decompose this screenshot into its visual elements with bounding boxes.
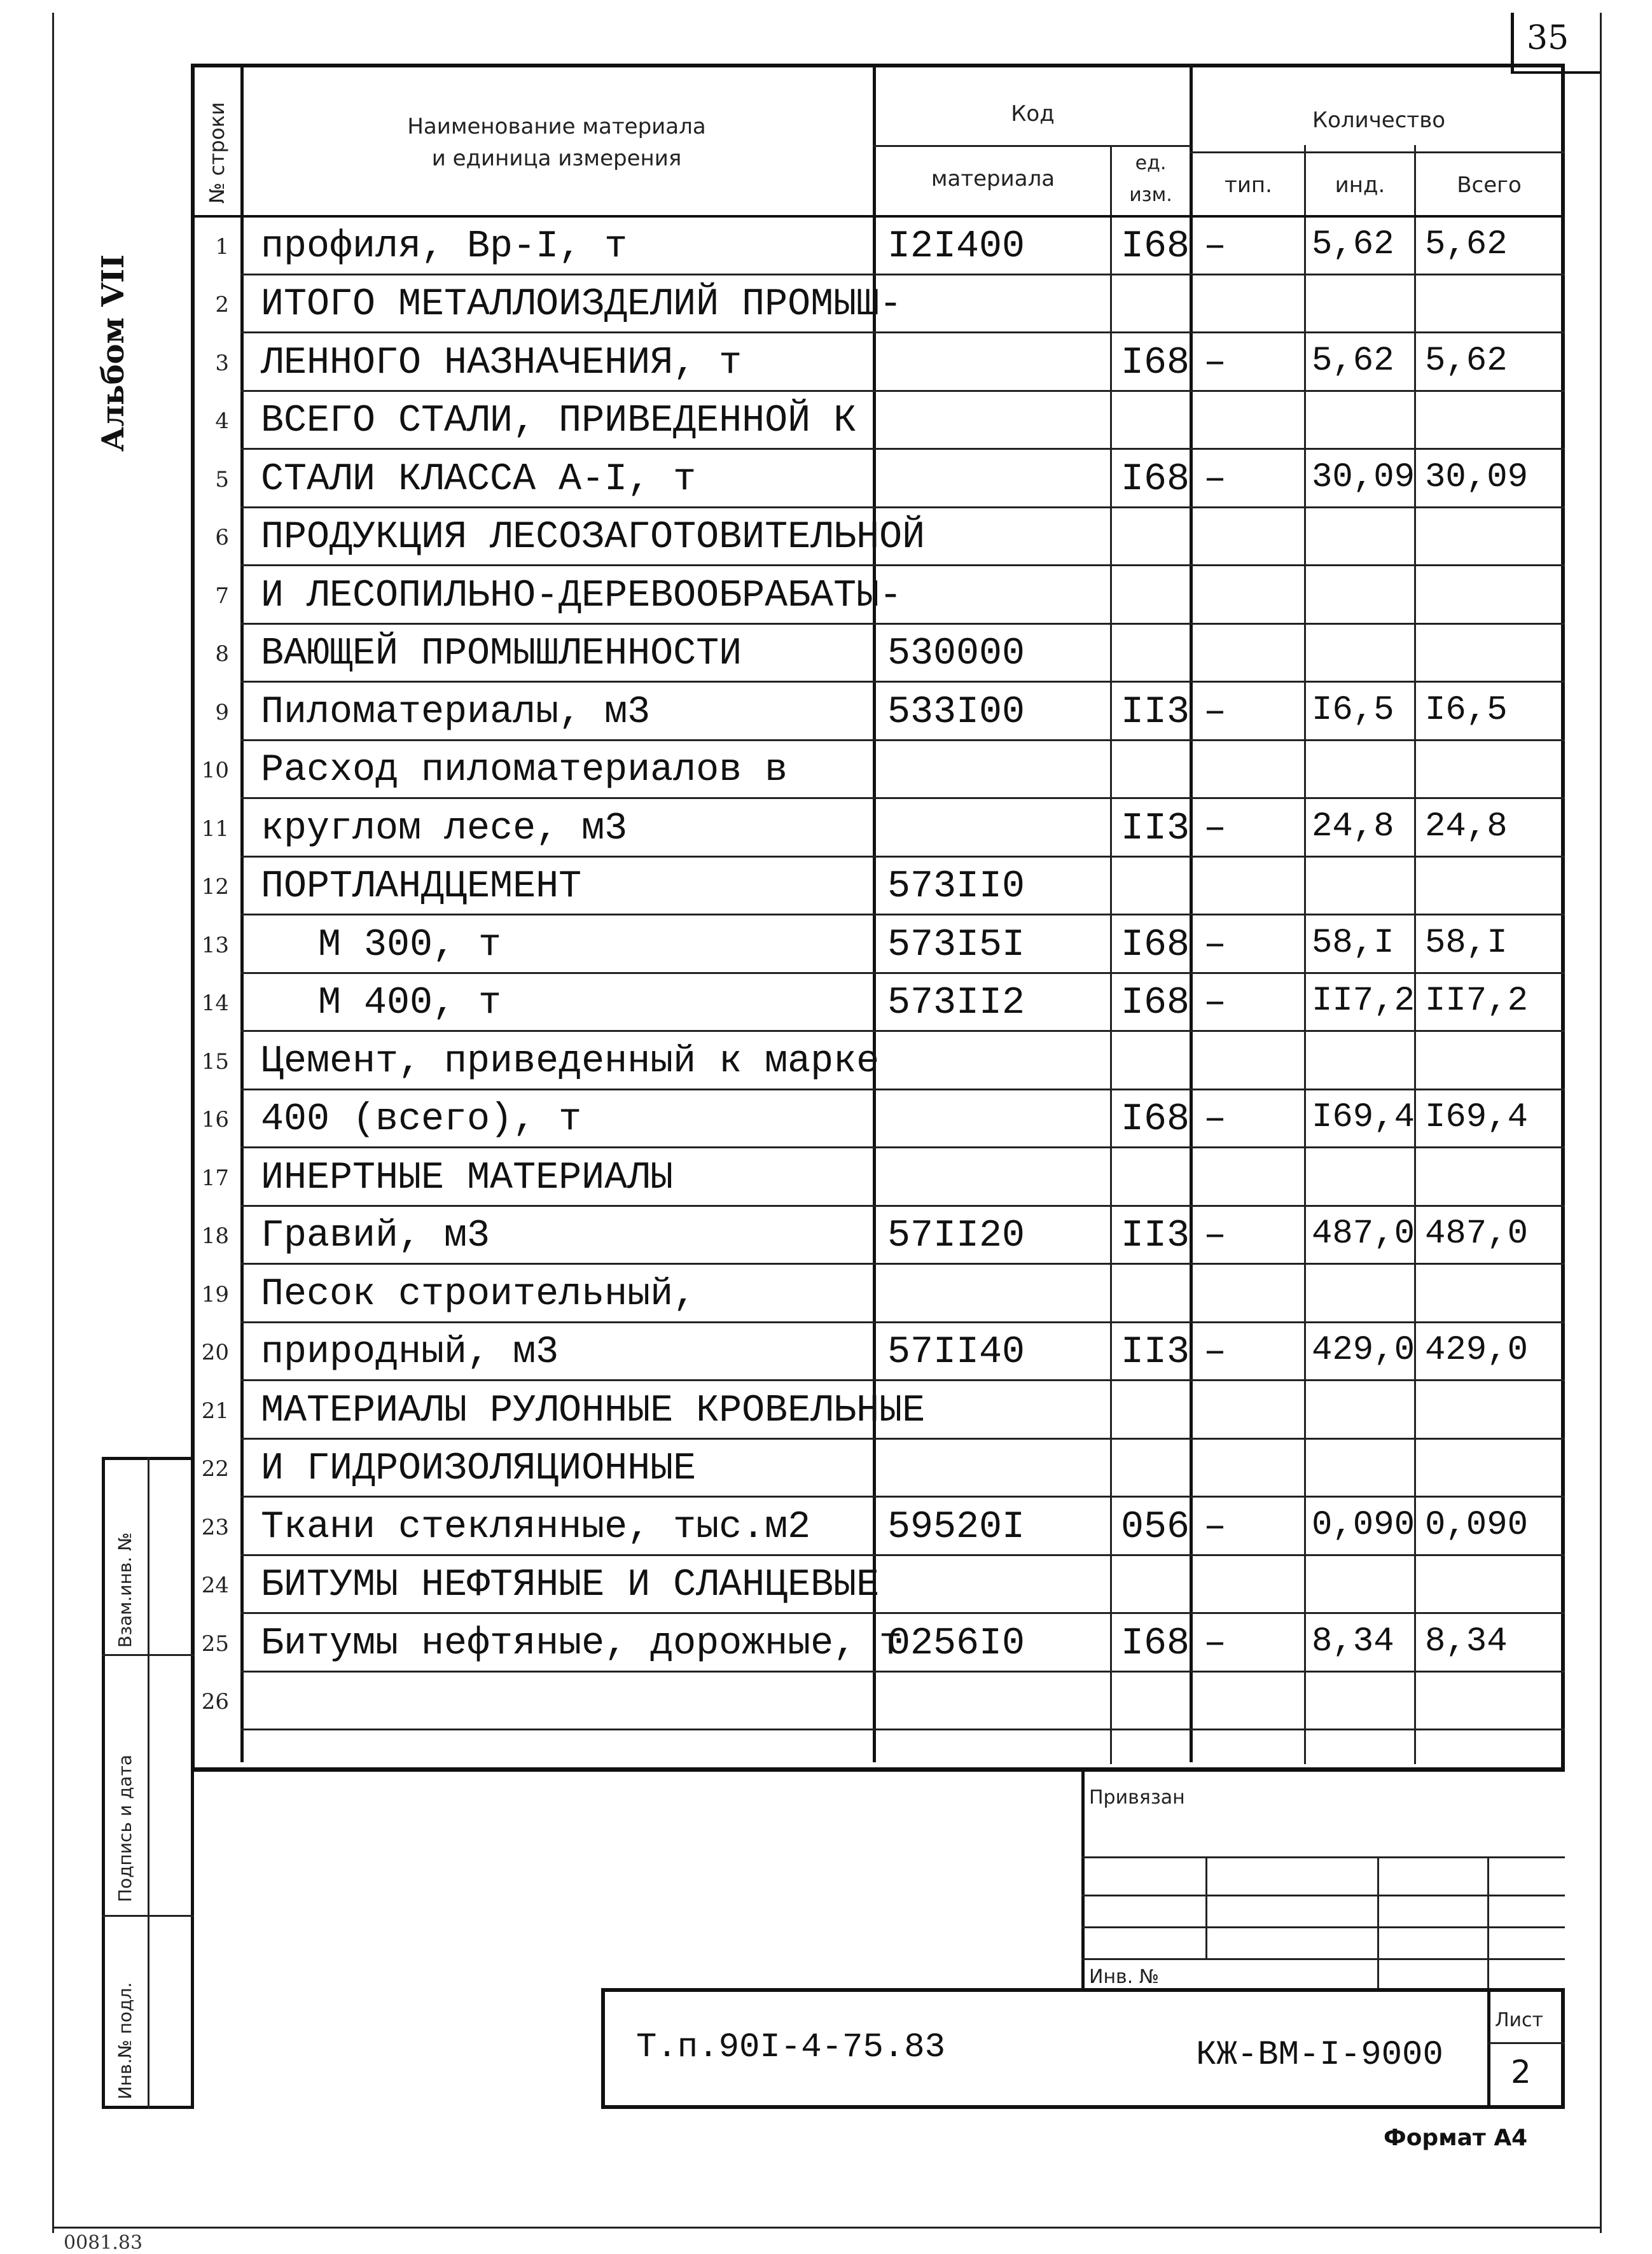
cell-typ: – [1204,458,1227,501]
row-separator [240,1496,1565,1498]
row-number: 4 [215,408,229,434]
row-separator [240,1612,1565,1614]
row-separator [240,1205,1565,1207]
side-stamp-divider [148,1457,149,2109]
row-number: 12 [201,874,229,900]
cell-typ: – [1204,982,1227,1025]
cell-total: 30,09 [1425,458,1529,497]
cell-name: ИНЕРТНЫЕ МАТЕРИАЛЫ [261,1157,674,1200]
cell-typ: – [1204,691,1227,734]
cell-name: природный, м3 [261,1331,559,1374]
cell-ind: 5,62 [1312,342,1394,380]
row-separator [240,1554,1565,1556]
cell-name: Ткани стеклянные, тыс.м2 [261,1506,811,1549]
header-qty-typ: тип. [1225,172,1272,198]
cell-typ: – [1204,1098,1227,1141]
row-number: 3 [215,351,229,376]
row-number: 13 [201,933,229,958]
row-separator [240,564,1565,566]
cell-unit: II3 [1121,691,1190,734]
cell-name: ПРОДУКЦИЯ ЛЕСОЗАГОТОВИТЕЛЬНОЙ [261,516,926,559]
cell-ind: 24,8 [1312,807,1394,846]
col-divider-rowno [240,64,244,1762]
cell-code: 57II40 [887,1331,1025,1374]
cell-name: МАТЕРИАЛЫ РУЛОННЫЕ КРОВЕЛЬНЫЕ [261,1389,926,1433]
sheet-label: Лист [1495,2009,1544,2031]
header-code: Код [1011,101,1055,127]
footer-code: 0081.83 [64,2232,143,2254]
row-number: 8 [215,641,229,667]
page-number: 35 [1527,19,1569,57]
cell-code: 0256I0 [887,1622,1025,1666]
row-separator [240,390,1565,392]
header-qty-total: Всего [1457,172,1522,198]
row-separator [240,856,1565,858]
cell-total: 487,0 [1425,1214,1529,1253]
cell-name: ИТОГО МЕТАЛЛОИЗДЕЛИЙ ПРОМЫШ- [261,283,903,326]
cell-code: I2I400 [887,225,1025,268]
cell-name: 400 (всего), т [261,1098,582,1141]
format-label: Формат А4 [1384,2125,1528,2151]
cell-unit: I68 [1121,924,1190,967]
cell-name: Песок строительный, [261,1273,697,1316]
cell-name: ПОРТЛАНДЦЕМЕНТ [261,865,582,908]
cell-typ: – [1204,1214,1227,1258]
cell-total: II7,2 [1425,982,1529,1020]
cell-unit: I68 [1121,342,1190,385]
doc-reference: Т.п.90I-4-75.83 [636,2028,946,2067]
cell-unit: I68 [1121,982,1190,1025]
cell-ind: 58,I [1312,924,1394,963]
cell-code: 573I5I [887,924,1025,967]
row-separator [240,274,1565,275]
cell-code: 573II0 [887,865,1025,908]
album-label: Альбом VII [95,254,131,452]
stamp-inv-label: Инв. № [1089,1966,1160,1988]
row-separator [240,1146,1565,1148]
row-separator [240,1438,1565,1440]
cell-name: круглом лесе, м3 [261,807,628,851]
cell-name: Пиломатериалы, м3 [261,691,651,734]
row-separator [240,1729,1565,1730]
side-stamp-line-1 [102,1654,194,1656]
row-number: 7 [215,583,229,609]
cell-name: И ЛЕСОПИЛЬНО-ДЕРЕВООБРАБАТЫ- [261,574,903,618]
cell-ind: I6,5 [1312,691,1394,730]
row-number: 11 [201,816,229,842]
side-label-replace-inv: Взам.инв. № [115,1532,135,1648]
cell-name: И ГИДРОИЗОЛЯЦИОННЫЕ [261,1447,697,1491]
row-number: 9 [215,700,229,725]
header-subdivider-qty [1190,151,1565,153]
cell-ind: 30,09 [1312,458,1415,497]
header-row-no: № строки [205,102,229,204]
cell-name: СТАЛИ КЛАССА А-I, т [261,458,697,501]
header-name-line2: и единица измерения [431,146,682,171]
cell-unit: II3 [1121,807,1190,851]
row-number: 20 [201,1340,229,1365]
row-separator [240,448,1565,450]
row-number: 26 [201,1689,229,1715]
row-separator [240,914,1565,915]
row-separator [240,797,1565,799]
header-quantity: Количество [1312,108,1446,133]
stamp-bound-label: Привязан [1089,1786,1185,1809]
cell-name: ЛЕННОГО НАЗНАЧЕНИЯ, т [261,342,742,385]
cell-total: 5,62 [1425,225,1508,264]
sheet-bottom-border [52,2227,1602,2229]
stamp-left-line [1081,1767,1085,1990]
cell-typ: – [1204,807,1227,851]
cell-ind: 487,0 [1312,1214,1415,1253]
col-divider-unit [1190,64,1193,1762]
row-separator [240,623,1565,625]
cell-code: 530000 [887,632,1025,676]
cell-name: Битумы нефтяные, дорожные, т [261,1622,903,1666]
row-number: 19 [201,1282,229,1307]
cell-total: 0,090 [1425,1506,1529,1545]
cell-total: 8,34 [1425,1622,1508,1661]
col-divider-typ [1304,145,1306,1764]
cell-name: Гравий, м3 [261,1214,490,1258]
row-number: 23 [201,1515,229,1540]
cell-name: Цемент, приведенный к марке [261,1040,880,1083]
sheet-left-border [52,13,54,2233]
cell-total: 5,62 [1425,342,1508,380]
cell-typ: – [1204,1622,1227,1666]
cell-total: 24,8 [1425,807,1508,846]
side-stamp-line-2 [102,1915,194,1917]
side-label-orig-inv: Инв.№ подл. [115,1982,135,2099]
cell-ind: 5,62 [1312,225,1394,264]
cell-name: М 400, т [318,982,502,1025]
table-body-bottom-line [191,1767,1565,1770]
stamp-bound-line [1081,1856,1565,1858]
cell-name: БИТУМЫ НЕФТЯНЫЕ И СЛАНЦЕВЫЕ [261,1564,880,1607]
cell-unit: I68 [1121,458,1190,501]
cell-unit: I68 [1121,1098,1190,1141]
row-separator [240,739,1565,741]
row-separator [240,506,1565,508]
row-separator [240,1671,1565,1673]
row-number: 5 [215,467,229,492]
row-separator [240,1321,1565,1323]
sheet-code: КЖ-ВМ-I-9000 [1196,2036,1443,2075]
header-code-unit-1: ед. [1135,152,1167,174]
stamp-vline-3 [1487,1856,1489,1990]
cell-name: М 300, т [318,924,502,967]
cell-ind: 8,34 [1312,1622,1394,1661]
cell-ind: II7,2 [1312,982,1415,1020]
cell-unit: II3 [1121,1331,1190,1374]
row-separator [240,331,1565,333]
header-qty-ind: инд. [1335,172,1385,198]
row-number: 14 [201,991,229,1016]
header-name-line1: Наименование материала [407,114,706,139]
row-separator [240,972,1565,974]
cell-typ: – [1204,342,1227,385]
sheet-number: 2 [1511,2054,1531,2091]
cell-unit: I68 [1121,225,1190,268]
cell-unit: 056 [1121,1506,1190,1549]
cell-total: I69,4 [1425,1098,1529,1137]
row-number: 6 [215,525,229,550]
cell-typ: – [1204,1506,1227,1549]
row-number: 10 [201,758,229,783]
row-number: 21 [201,1398,229,1424]
cell-ind: I69,4 [1312,1098,1415,1137]
stamp-line-3 [1081,1926,1565,1928]
row-separator [240,1263,1565,1265]
stamp-line-2 [1081,1895,1565,1896]
stamp-vline-1 [1205,1856,1207,1958]
row-number: 1 [215,234,229,260]
row-number: 2 [215,292,229,317]
cell-name: ВСЕГО СТАЛИ, ПРИВЕДЕННОЙ К [261,400,857,443]
row-number: 24 [201,1573,229,1598]
row-separator [240,1089,1565,1090]
header-subdivider-code [873,145,1191,147]
cell-typ: – [1204,225,1227,268]
row-separator [240,1379,1565,1381]
header-bottom-line [191,215,1565,218]
cell-name: Расход пиломатериалов в [261,749,788,792]
stamp-line-4 [1081,1958,1565,1960]
col-divider-code [1110,145,1112,1764]
cell-total: I6,5 [1425,691,1508,730]
cell-unit: I68 [1121,1622,1190,1666]
cell-typ: – [1204,1331,1227,1374]
cell-name: профиля, Вр-I, т [261,225,628,268]
title-block-sheet-divider [1487,1988,1490,2109]
sheet-right-border [1600,13,1602,2233]
row-number: 15 [201,1049,229,1075]
cell-code: 533I00 [887,691,1025,734]
cell-typ: – [1204,924,1227,967]
row-separator [240,681,1565,683]
row-number: 18 [201,1223,229,1249]
cell-ind: 0,090 [1312,1506,1415,1545]
cell-name: ВАЮЩЕЙ ПРОМЫШЛЕННОСТИ [261,632,742,676]
cell-code: 59520I [887,1506,1025,1549]
header-code-material: материала [931,166,1055,191]
stamp-vline-2 [1377,1856,1379,1990]
cell-total: 429,0 [1425,1331,1529,1370]
row-number: 25 [201,1631,229,1657]
cell-code: 573II2 [887,982,1025,1025]
cell-code: 57II20 [887,1214,1025,1258]
cell-unit: II3 [1121,1214,1190,1258]
row-separator [240,1030,1565,1032]
row-number: 16 [201,1107,229,1132]
row-number: 17 [201,1165,229,1191]
cell-ind: 429,0 [1312,1331,1415,1370]
header-code-unit-2: изм. [1129,184,1172,206]
row-number: 22 [201,1456,229,1482]
cell-total: 58,I [1425,924,1508,963]
title-block-sheet-label-line [1487,2042,1565,2044]
side-label-sign-date: Подпись и дата [115,1755,135,1902]
